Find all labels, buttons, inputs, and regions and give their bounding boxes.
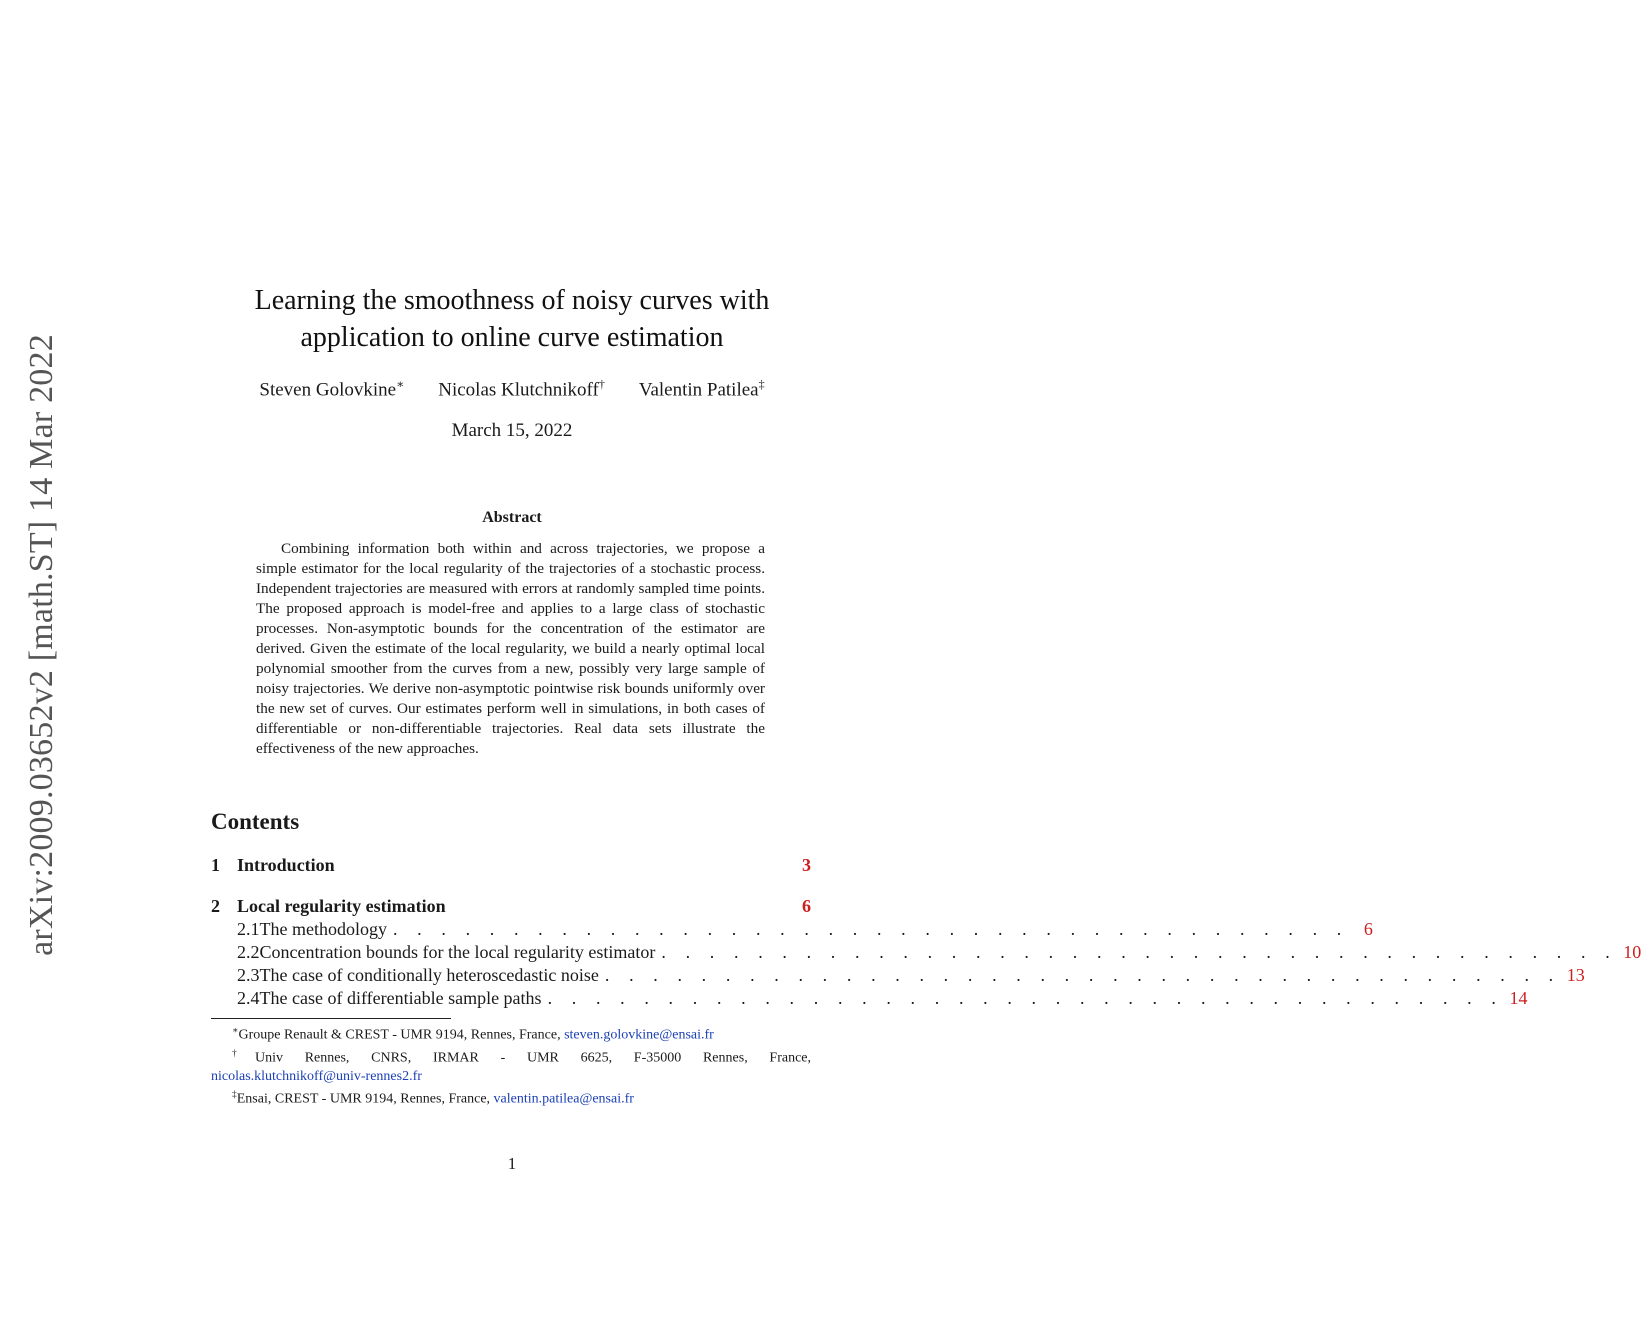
toc-section-introduction[interactable]: [211, 855, 811, 879]
toc-subsection-2-4[interactable]: [211, 988, 1528, 1012]
toc-leader-dots: . . . . . . . . . . . . . . . . . . . . . . . . . . . . . . . . . . . . . . . .: [547, 988, 1504, 1008]
publication-date: March 15, 2022: [451, 420, 573, 441]
footnote-mark: ∗: [232, 1026, 239, 1036]
title-line-2: application to online curve estimation: [300, 322, 724, 353]
footnote-klutchnikoff-email-line: [211, 1067, 811, 1086]
footnote-klutchnikoff: [211, 1045, 811, 1068]
toc-title: The case of differentiable sample paths: [259, 988, 542, 1008]
toc-leader-dots: . . . . . . . . . . . . . . . . . . . . . . . . . . . . . . . . . . . . . . . .: [604, 965, 1561, 985]
toc-subsection-2-3[interactable]: [211, 965, 1585, 989]
author-patilea: [639, 377, 765, 401]
author-list: [0, 377, 1024, 401]
email-link[interactable]: nicolas.klutchnikoff@univ-rennes2.fr: [211, 1069, 422, 1085]
toc-number: 2.2: [237, 942, 260, 962]
toc-leader-dots: . . . . . . . . . . . . . . . . . . . . . . . . . . . . . . . . . . . . . . . .: [661, 942, 1618, 962]
author-name: Nicolas Klutchnikoff: [438, 379, 599, 401]
footnote-patilea: [211, 1086, 811, 1109]
author-footnote-mark: ‡: [758, 377, 765, 391]
paper-title: [0, 282, 1024, 356]
toc-page-link[interactable]: 6: [1363, 919, 1373, 939]
abstract-text: Combining information both within and across trajectories, we propose a simple estimator for the local regularity of the trajectories of a stochastic process. Independent trajectories are measured with errors at randomly sampled time points. The proposed approach is model-free and applies to a large class of stochastic processes. Non-asymptotic bounds for the concentration of the estimator are derived. Given the estimate of the local regularity, we build a nearly optimal local polynomial smoother from the curves from a new, possibly very large sample of noisy trajectories. We derive non-asymptotic pointwise risk bounds uniformly over the new set of curves. Our estimates perform well in simulations, in both cases of differentiable or non-differentiable trajectories. Real data sets illustrate the effectiveness of the new approaches.: [256, 540, 765, 757]
footnotes: [211, 1022, 811, 1109]
author-footnote-mark: ∗: [396, 377, 405, 391]
toc-title: The case of conditionally heteroscedastic noise: [259, 965, 599, 985]
page-number: 1: [507, 1154, 517, 1173]
toc-number: 2: [211, 896, 220, 916]
toc-title: Introduction: [237, 855, 335, 875]
toc-page-link[interactable]: 6: [802, 896, 811, 916]
toc-number: 2.4: [237, 988, 260, 1008]
footnote-affiliation: Groupe Renault & CREST - UMR 9194, Rennes, France,: [238, 1027, 565, 1043]
author-name: Steven Golovkine: [259, 379, 397, 401]
arxiv-identifier-stamp: arXiv:2009.03652v2 [math.ST] 14 Mar 2022: [23, 334, 60, 956]
toc-number: 2.3: [237, 965, 260, 985]
toc-page-link[interactable]: 3: [802, 855, 811, 875]
toc-title: The methodology: [259, 919, 387, 939]
abstract-heading: Abstract: [482, 509, 542, 526]
contents-heading: Contents: [211, 809, 300, 834]
toc-page-link[interactable]: 10: [1623, 942, 1641, 962]
footnote-affiliation: Ensai, CREST - UMR 9194, Rennes, France,: [236, 1091, 494, 1107]
author-footnote-mark: †: [598, 377, 605, 391]
toc-number: 2.1: [237, 919, 260, 939]
author-name: Valentin Patilea: [638, 379, 759, 401]
footnote-mark: †: [232, 1048, 255, 1059]
email-link[interactable]: steven.golovkine@ensai.fr: [564, 1027, 714, 1043]
footnote-golovkine: [211, 1022, 811, 1045]
author-klutchnikoff: [438, 377, 605, 401]
footnote-affiliation: Univ Rennes, CNRS, IRMAR - UMR 6625, F-35000 Rennes, France,: [254, 1050, 812, 1066]
toc-number: 1: [211, 855, 220, 875]
toc-page-link[interactable]: 14: [1509, 988, 1528, 1008]
toc-title: Local regularity estimation: [237, 896, 446, 916]
footnote-rule: [211, 1018, 451, 1019]
email-link[interactable]: valentin.patilea@ensai.fr: [493, 1091, 634, 1107]
author-golovkine: [259, 377, 404, 401]
toc-subsection-2-2[interactable]: [211, 942, 1641, 966]
footnote-mark: ‡: [232, 1090, 237, 1101]
toc-page-link[interactable]: 13: [1566, 965, 1585, 985]
title-line-1: Learning the smoothness of noisy curves with: [254, 285, 770, 316]
toc-section-local-regularity[interactable]: [211, 896, 811, 920]
toc-leader-dots: . . . . . . . . . . . . . . . . . . . . . . . . . . . . . . . . . . . . . . . .: [392, 919, 1349, 939]
toc-title: Concentration bounds for the local regularity estimator: [259, 942, 656, 962]
toc-subsection-2-1[interactable]: [211, 919, 1373, 943]
